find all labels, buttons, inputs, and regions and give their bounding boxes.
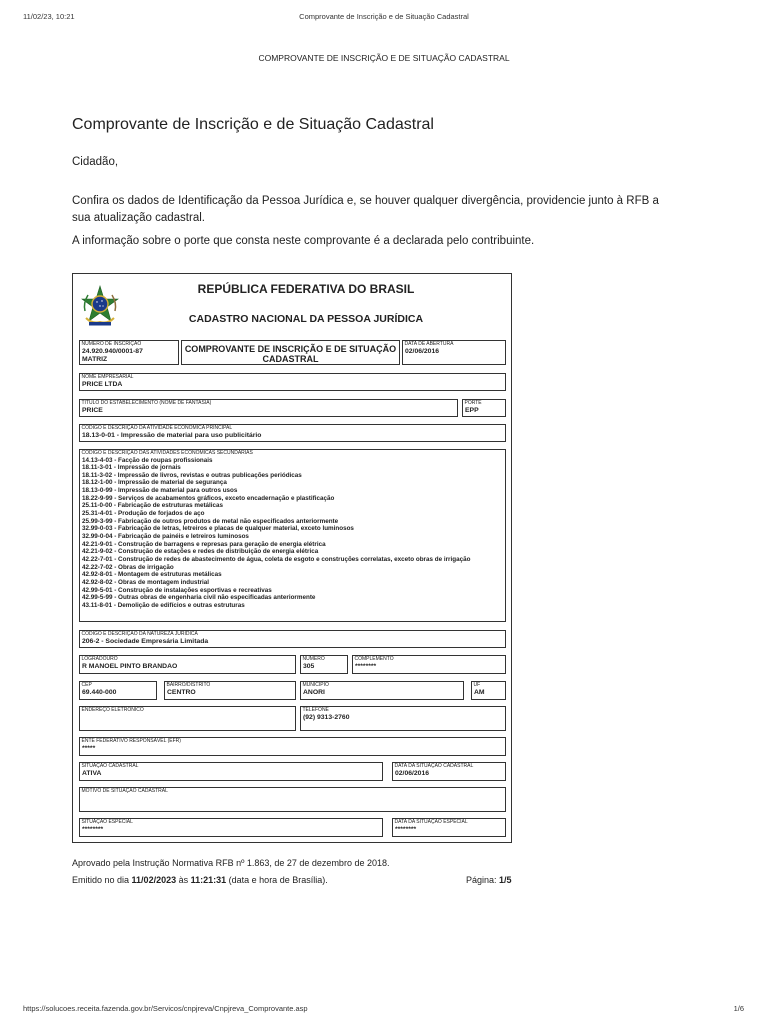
situacao-especial-box <box>79 818 383 837</box>
atividade-secundaria-item: 42.92-8-01 - Montagem de estruturas metálicas <box>82 571 222 579</box>
atividade-secundaria-item: 42.22-7-01 - Construção de redes de abastecimento de água, coleta de esgoto e construções correlatas, exceto obras de irrigação <box>82 556 471 564</box>
situacao-especial-value: ******** <box>82 825 104 833</box>
nome-empresarial-value: PRICE LTDA <box>82 380 123 388</box>
atividades-secundarias-list <box>80 457 505 610</box>
field-label: MOTIVO DE SITUAÇÃO CADASTRAL <box>81 788 168 794</box>
data-abertura-value: 02/06/2016 <box>405 347 440 355</box>
field-label: LOGRADOURO <box>81 656 118 662</box>
emitido-time: 11:21:31 <box>190 875 227 885</box>
emitido-suffix: (data e hora de Brasília). <box>226 875 328 885</box>
field-label: DATA DA SITUAÇÃO CADASTRAL <box>394 763 474 769</box>
atividade-secundaria-item: 42.21-9-01 - Construção de barragens e represas para geração de energia elétrica <box>82 540 326 548</box>
telefone-box <box>300 706 506 731</box>
atividade-secundaria-item: 18.13-0-99 - Impressão de material para outros usos <box>82 487 238 495</box>
cep-value: 69.440-000 <box>82 688 117 696</box>
comprovante-title-box <box>181 340 400 365</box>
field-label: NOME EMPRESARIAL <box>81 374 134 380</box>
municipio-value: ANORI <box>303 688 325 696</box>
field-label: NÚMERO <box>302 656 325 662</box>
field-label: DATA DE ABERTURA <box>404 341 454 347</box>
intro-paragraph: Confira os dados de Identificação da Pessoa Jurídica e, se houver qualquer divergência, providencie junto à RFB a sua atualização cadastral. <box>72 195 659 224</box>
efr-box <box>79 737 506 756</box>
atividade-secundaria-item: 32.99-0-04 - Fabricação de painéis e letreiros luminosos <box>82 533 249 541</box>
atividade-principal-box <box>79 424 506 442</box>
natureza-juridica-value: 206-2 - Sociedade Empresária Limitada <box>82 637 209 645</box>
field-label: UF <box>473 682 481 688</box>
top-heading: COMPROVANTE DE INSCRIÇÃO E DE SITUAÇÃO CADASTRAL <box>258 53 510 63</box>
print-datetime: 11/02/23, 10:21 <box>23 12 75 21</box>
telefone-value: (92) 9313-2760 <box>303 713 350 721</box>
complemento-box <box>352 655 506 674</box>
bairro-box <box>164 681 296 700</box>
print-tab-title: Comprovante de Inscrição e de Situação Cadastral <box>299 12 469 21</box>
uf-value: AM <box>474 688 485 696</box>
atividades-secundarias-box <box>79 449 506 622</box>
numero-inscricao-type: MATRIZ <box>82 355 108 363</box>
situacao-value: ATIVA <box>82 769 102 777</box>
municipio-box <box>300 681 464 700</box>
field-label: CEP <box>81 682 92 688</box>
porte-box <box>462 399 506 417</box>
cep-box <box>79 681 157 700</box>
field-label: CÓDIGO E DESCRIÇÃO DA ATIVIDADE ECONÔMICA PRINCIPAL <box>81 425 233 431</box>
print-page-counter: 1/6 <box>733 1004 744 1013</box>
efr-value: ***** <box>82 744 96 752</box>
greeting: Cidadão, <box>72 156 119 168</box>
numero-value: 305 <box>303 662 315 670</box>
field-label: COMPLEMENTO <box>354 656 394 662</box>
email-box <box>79 706 296 731</box>
fantasia-box <box>79 399 458 417</box>
data-situacao-value: 02/06/2016 <box>395 769 430 777</box>
atividade-secundaria-item: 25.31-4-01 - Produção de forjados de aço <box>82 510 205 518</box>
atividade-secundaria-item: 32.99-0-03 - Fabricação de letras, letreiros e placas de qualquer material, exceto luminosos <box>82 525 354 533</box>
field-label: TELEFONE <box>302 707 329 713</box>
field-label: ENTE FEDERATIVO RESPONSÁVEL (EFR) <box>81 738 181 744</box>
page-title: Comprovante de Inscrição e de Situação Cadastral <box>72 116 434 133</box>
atividade-secundaria-item: 25.99-3-99 - Fabricação de outros produtos de metal não especificados anteriormente <box>82 517 339 525</box>
atividade-secundaria-item: 18.22-9-99 - Serviços de acabamentos gráficos, exceto encadernação e plastificação <box>82 494 335 502</box>
field-label: SITUAÇÃO ESPECIAL <box>81 819 133 825</box>
comprovante-title: COMPROVANTE DE INSCRIÇÃO E DE SITUAÇÃO CADASTRAL <box>184 344 397 364</box>
data-situacao-especial-box <box>392 818 506 837</box>
atividade-secundaria-item: 18.11-3-02 - Impressão de livros, revistas e outras publicações periódicas <box>82 471 302 479</box>
field-label: CÓDIGO E DESCRIÇÃO DAS ATIVIDADES ECONÔMICAS SECUNDÁRIAS <box>81 450 253 456</box>
data-situacao-especial-value: ******** <box>395 825 417 833</box>
situacao-box <box>79 762 383 781</box>
print-url: https://solucoes.receita.fazenda.gov.br/Servicos/cnpjreva/Cnpjreva_Comprovante.asp <box>23 1004 308 1013</box>
numero-inscricao-box <box>79 340 179 365</box>
emitido-date: 11/02/2023 <box>131 875 177 885</box>
field-label: BAIRRO/DISTRITO <box>166 682 211 688</box>
atividade-secundaria-item: 42.92-8-02 - Obras de montagem industrial <box>82 579 210 586</box>
pagina-value: 1/5 <box>499 875 512 885</box>
logradouro-box <box>79 655 296 674</box>
atividade-secundaria-item: 18.11-3-01 - Impressão de jornais <box>82 464 181 472</box>
field-label: DATA DA SITUAÇÃO ESPECIAL <box>394 819 468 825</box>
emitido-prefix: Emitido no dia <box>72 875 132 885</box>
complemento-value: ******** <box>355 662 377 670</box>
field-label: MUNICÍPIO <box>302 682 329 688</box>
atividade-secundaria-item: 42.22-7-02 - Obras de irrigação <box>82 563 174 571</box>
atividade-secundaria-item: 42.21-9-02 - Construção de estações e redes de distribuição de energia elétrica <box>82 548 319 556</box>
data-situacao-box <box>392 762 506 781</box>
atividade-secundaria-item: 43.11-8-01 - Demolição de edifícios e outras estruturas <box>82 601 245 609</box>
field-label: ENDEREÇO ELETRÔNICO <box>81 707 144 713</box>
cnpj-heading: CADASTRO NACIONAL DA PESSOA JURÍDICA <box>188 313 424 325</box>
pagina-text <box>466 875 512 885</box>
atividade-secundaria-item: 18.12-1-00 - Impressão de material de segurança <box>82 479 227 487</box>
atividade-secundaria-item: 14.13-4-03 - Facção de roupas profissionais <box>82 456 213 464</box>
numero-box <box>300 655 348 674</box>
numero-inscricao-value: 24.920.940/0001-87 <box>82 347 143 355</box>
field-label: NÚMERO DE INSCRIÇÃO <box>81 341 142 347</box>
field-label: PORTE <box>464 400 482 406</box>
data-abertura-box <box>402 340 506 365</box>
natureza-juridica-box <box>79 630 506 648</box>
porte-value: EPP <box>465 406 479 414</box>
republic-heading: REPÚBLICA FEDERATIVA DO BRASIL <box>197 282 415 296</box>
bairro-value: CENTRO <box>167 688 196 696</box>
brazil-coat-of-arms-icon <box>80 285 120 327</box>
atividade-secundaria-item: 42.99-5-01 - Construção de instalações esportivas e recreativas <box>82 586 272 594</box>
atividade-secundaria-item: 25.11-0-00 - Fabricação de estruturas metálicas <box>82 502 224 510</box>
field-label: CÓDIGO E DESCRIÇÃO DA NATUREZA JURÍDICA <box>81 631 198 637</box>
pagina-label: Página: <box>466 875 500 885</box>
emitido-mid: às <box>176 875 191 885</box>
motivo-box <box>79 787 506 812</box>
emitido-text <box>72 875 328 885</box>
porte-note: A informação sobre o porte que consta neste comprovante é a declarada pelo contribuinte. <box>72 235 535 247</box>
atividade-principal-value: 18.13-0-01 - Impressão de material para uso publicitário <box>82 431 262 439</box>
logradouro-value: R MANOEL PINTO BRANDAO <box>82 662 178 670</box>
field-label: SITUAÇÃO CADASTRAL <box>81 763 139 769</box>
field-label: TÍTULO DO ESTABELECIMENTO (NOME DE FANTASIA) <box>81 400 212 406</box>
atividade-secundaria-item: 42.99-5-99 - Outras obras de engenharia civil não especificadas anteriormente <box>82 594 316 602</box>
nome-empresarial-box <box>79 373 506 391</box>
fantasia-value: PRICE <box>82 406 103 414</box>
uf-box <box>471 681 506 700</box>
aprovado-text: Aprovado pela Instrução Normativa RFB nº 1.863, de 27 de dezembro de 2018. <box>72 858 390 868</box>
